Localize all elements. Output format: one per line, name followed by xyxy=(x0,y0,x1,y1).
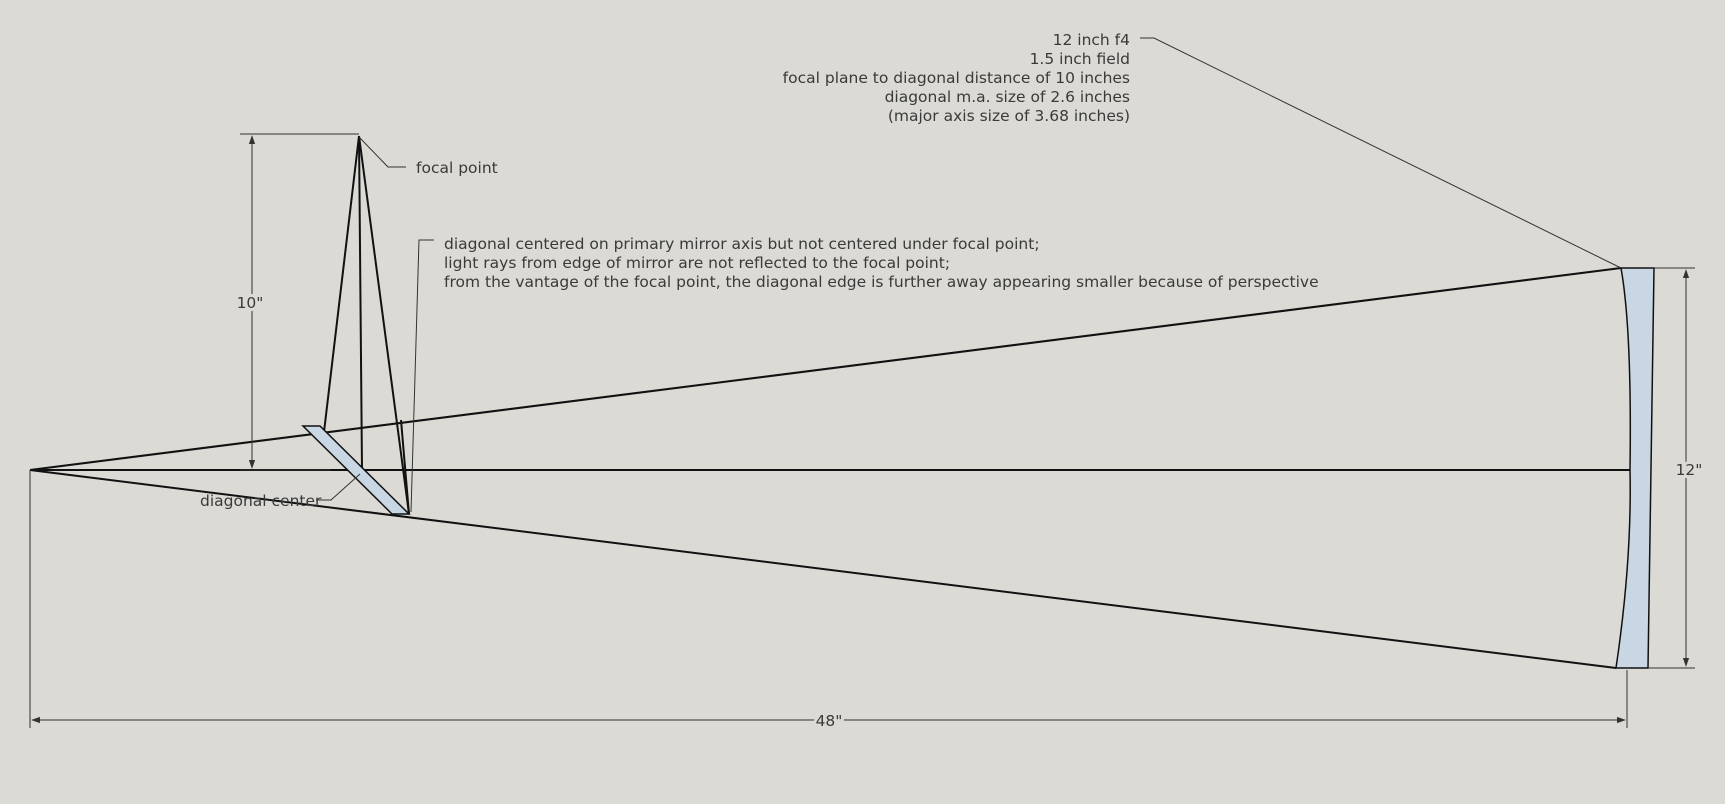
note-line: from the vantage of the focal point, the diagonal edge is further away appearing smaller because of perspective xyxy=(444,273,1319,291)
aperture-dimension-label: 12" xyxy=(1675,461,1703,479)
specs-line: (major axis size of 3.68 inches) xyxy=(887,107,1130,125)
reflected-ray-center xyxy=(359,136,362,470)
diagonal-note-block xyxy=(444,235,1319,291)
diagonal-center-label: diagonal center xyxy=(200,492,322,510)
focal-point-label: focal point xyxy=(416,159,498,177)
reflected-ray-left xyxy=(324,136,359,432)
note-leader xyxy=(411,240,434,512)
specs-leader xyxy=(1140,38,1621,268)
specs-line: 1.5 inch field xyxy=(1029,50,1130,68)
focal-point-leader xyxy=(359,137,406,167)
diagonal-center-leader xyxy=(316,474,360,500)
specs-block xyxy=(783,31,1130,125)
upper-ray xyxy=(30,268,1621,470)
reflected-ray-right xyxy=(359,136,409,514)
primary-mirror xyxy=(1616,268,1654,668)
specs-line: diagonal m.a. size of 2.6 inches xyxy=(884,88,1130,106)
note-line: diagonal centered on primary mirror axis but not centered under focal point; xyxy=(444,235,1040,253)
length-dimension-label: 48" xyxy=(815,712,843,730)
note-line: light rays from edge of mirror are not reflected to the focal point; xyxy=(444,254,951,272)
height-dimension-label: 10" xyxy=(236,294,264,312)
specs-line: 12 inch f4 xyxy=(1052,31,1130,49)
specs-line: focal plane to diagonal distance of 10 inches xyxy=(782,69,1130,87)
